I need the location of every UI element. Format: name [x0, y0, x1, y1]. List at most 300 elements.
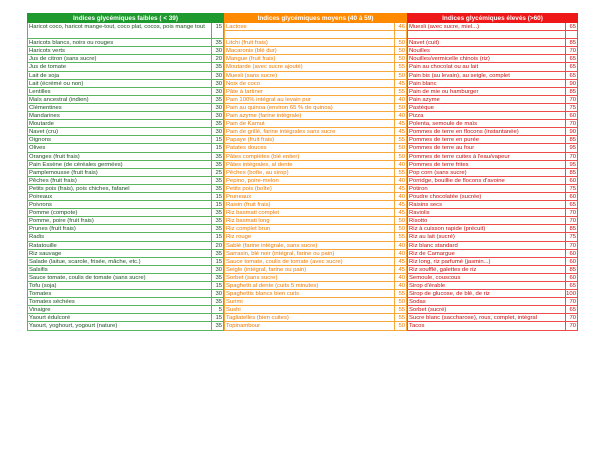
table-row — [28, 23, 223, 39]
table-row — [408, 136, 577, 144]
table-row — [225, 306, 406, 314]
food-name: Tacos — [409, 323, 425, 330]
food-name: Litchi (fruit frais) — [226, 40, 268, 47]
food-name: Pain au chocolat ou au lait — [409, 64, 479, 71]
gi-value: 70 — [565, 120, 577, 127]
gi-value: 25 — [211, 169, 223, 176]
food-name: Potiron — [409, 185, 428, 192]
gi-value: 85 — [565, 88, 577, 95]
table-row — [225, 201, 406, 209]
low-gi-rows — [27, 23, 224, 331]
food-name: Pain au quinoa (environ 65 % de quinoa) — [226, 104, 333, 111]
gi-value: 15 — [211, 233, 223, 240]
food-name: Sushi — [226, 307, 241, 314]
table-row — [225, 72, 406, 80]
food-name: Vinaigre — [29, 307, 51, 314]
gi-value: 15 — [211, 144, 223, 151]
table-row — [28, 314, 223, 322]
food-name: Oranges (fruit frais) — [29, 153, 80, 160]
food-name: Navet (cru) — [29, 129, 59, 136]
table-row — [225, 314, 406, 322]
food-name: Sauce tomate, coulis de tomate (sans sucre) — [29, 274, 146, 281]
gi-value: 15 — [211, 258, 223, 265]
gi-value: 15 — [211, 23, 223, 38]
food-name: Topinambour — [226, 323, 261, 330]
table-row — [225, 193, 406, 201]
table-row — [225, 209, 406, 217]
high-gi-rows — [407, 23, 578, 331]
table-row — [408, 209, 577, 217]
gi-value: 55 — [394, 306, 406, 313]
gi-value: 55 — [394, 136, 406, 143]
table-row — [28, 144, 223, 152]
table-row — [225, 153, 406, 161]
gi-value: 35 — [211, 209, 223, 216]
table-row — [28, 217, 223, 225]
food-name: Haricots blancs, noirs ou rouges — [29, 40, 114, 47]
gi-value: 35 — [211, 63, 223, 70]
gi-value: 35 — [211, 274, 223, 281]
table-row — [225, 322, 406, 330]
gi-value: 45 — [394, 201, 406, 208]
food-name: Pomme (compote) — [29, 210, 78, 217]
gi-value: 95 — [565, 161, 577, 168]
table-row — [408, 177, 577, 185]
gi-value: 75 — [565, 233, 577, 240]
food-name: Ratatouille — [29, 242, 57, 249]
table-row — [28, 266, 223, 274]
table-row — [408, 193, 577, 201]
table-row — [408, 250, 577, 258]
gi-value: 70 — [565, 217, 577, 224]
food-name: Mangue (fruit frais) — [226, 56, 276, 63]
food-name: Sorbet (sans sucre) — [226, 274, 278, 281]
gi-value: 15 — [211, 314, 223, 321]
gi-value: 50 — [394, 225, 406, 232]
table-row — [408, 39, 577, 47]
food-name: Surimi — [226, 299, 243, 306]
gi-value: 15 — [211, 201, 223, 208]
gi-value: 70 — [565, 209, 577, 216]
gi-value: 40 — [394, 177, 406, 184]
gi-value: 95 — [565, 144, 577, 151]
gi-value: 40 — [394, 282, 406, 289]
table-row — [408, 185, 577, 193]
gi-value: 40 — [394, 250, 406, 257]
gi-value: 85 — [565, 169, 577, 176]
gi-value: 50 — [394, 72, 406, 79]
food-name: Pastèque — [409, 104, 434, 111]
table-row — [28, 136, 223, 144]
gi-value: 65 — [565, 23, 577, 30]
table-row — [225, 298, 406, 306]
table-row — [408, 298, 577, 306]
food-name: Jus de citron (sans sucre) — [29, 56, 97, 63]
gi-value: 45 — [394, 258, 406, 265]
food-name: Riz blanc standard — [409, 242, 458, 249]
gi-value: 55 — [394, 88, 406, 95]
food-name: Raisin (fruit frais) — [226, 202, 271, 209]
table-row — [225, 233, 406, 241]
gi-value: 55 — [394, 290, 406, 297]
food-name: Noix de coco — [226, 80, 261, 87]
food-name: Risotto — [409, 218, 428, 225]
food-name: Pommes de terre cuites à l'eau/vapeur — [409, 153, 510, 160]
table-row — [225, 274, 406, 282]
food-name: Riz soufflé, galettes de riz — [409, 266, 477, 273]
gi-value: 55 — [394, 314, 406, 321]
gi-value: 40 — [394, 274, 406, 281]
gi-value: 35 — [211, 322, 223, 329]
table-row — [225, 258, 406, 266]
table-row — [408, 112, 577, 120]
table-row — [225, 242, 406, 250]
table-row — [225, 104, 406, 112]
table-row — [408, 104, 577, 112]
gi-value: 50 — [394, 217, 406, 224]
food-name: Haricot coco, haricot mange-tout, coco plat, cocos, pois mange tout — [29, 24, 205, 30]
gi-value: 70 — [565, 314, 577, 321]
food-name: Pain blanc — [409, 80, 437, 87]
gi-value: 35 — [211, 250, 223, 257]
gi-value: 85 — [565, 39, 577, 46]
gi-value: 65 — [565, 72, 577, 79]
food-name: Lentilles — [29, 88, 51, 95]
food-name: Muesli (sans sucre) — [226, 72, 278, 79]
table-row — [408, 55, 577, 63]
medium-gi-header: Indices glycémiques moyens (40 à 59) — [224, 13, 407, 23]
gi-value: 60 — [565, 258, 577, 265]
table-row — [225, 217, 406, 225]
food-name: Pepino, poire-melon — [226, 177, 279, 184]
table-row — [408, 242, 577, 250]
table-row — [28, 112, 223, 120]
food-name: Yaourt édulcoré — [29, 315, 71, 322]
gi-value: 35 — [211, 153, 223, 160]
gi-value: 85 — [565, 225, 577, 232]
gi-value: 30 — [211, 72, 223, 79]
gi-value: 65 — [565, 63, 577, 70]
high-gi-header: Indices glycémiques élevés (>60) — [407, 13, 578, 23]
table-row — [225, 112, 406, 120]
gi-value: 50 — [394, 39, 406, 46]
food-name: Prunes (fruit frais) — [29, 226, 76, 233]
table-row — [28, 242, 223, 250]
food-name: Pain azyme (farine intégrale) — [226, 113, 302, 120]
medium-gi-rows — [224, 23, 407, 331]
gi-value: 60 — [565, 177, 577, 184]
food-name: Poivrons — [29, 202, 52, 209]
gi-value: 45 — [394, 266, 406, 273]
table-row — [225, 177, 406, 185]
food-name: Lait de soja — [29, 72, 60, 79]
table-row — [225, 282, 406, 290]
food-name: Pain azyme — [409, 96, 440, 103]
gi-value: 90 — [565, 80, 577, 87]
food-name: Papaye (fruit frais) — [226, 137, 275, 144]
gi-value: 60 — [565, 112, 577, 119]
food-name: Lait (écrémé ou non) — [29, 80, 84, 87]
gi-value: 70 — [565, 153, 577, 160]
food-name: Raisins secs — [409, 202, 443, 209]
food-name: Riz de Camargue — [409, 250, 455, 257]
food-name: Spaghettis blancs bien cuits — [226, 291, 300, 298]
table-row — [408, 120, 577, 128]
food-name: Jus de tomate — [29, 64, 67, 71]
medium-gi-column — [224, 13, 407, 331]
gi-value: 30 — [211, 47, 223, 54]
table-row — [408, 201, 577, 209]
food-name: Pommes de terre en purée — [409, 137, 480, 144]
food-name: Sorbet (sucré) — [409, 307, 447, 314]
gi-value: 60 — [565, 274, 577, 281]
food-name: Riz basmati long — [226, 218, 270, 225]
food-name: Nouilles — [409, 48, 430, 55]
gi-value: 70 — [565, 322, 577, 329]
table-row — [28, 298, 223, 306]
gi-value: 75 — [565, 185, 577, 192]
table-row — [28, 169, 223, 177]
table-row — [28, 250, 223, 258]
food-name: Sodas — [409, 299, 426, 306]
table-row — [225, 88, 406, 96]
table-row — [225, 185, 406, 193]
table-row — [408, 266, 577, 274]
food-name: Pain 100% intégral au levain pur — [226, 96, 311, 103]
table-row — [408, 258, 577, 266]
table-row — [28, 306, 223, 314]
food-name: Haricots verts — [29, 48, 66, 55]
table-row — [408, 153, 577, 161]
table-row — [28, 225, 223, 233]
table-row — [28, 128, 223, 136]
food-name: Salade (laitue, scarole, frisée, mâche, etc.) — [29, 258, 141, 265]
table-row — [408, 128, 577, 136]
gi-value: 65 — [565, 55, 577, 62]
gi-value: 40 — [394, 193, 406, 200]
food-name: Seigle (intégral, farine ou pain) — [226, 266, 307, 273]
gi-value: 70 — [565, 242, 577, 249]
food-name: Pain de grillé, farine intégrales sans sucre — [226, 129, 336, 136]
table-row — [408, 322, 577, 330]
table-row — [408, 31, 577, 39]
gi-value: 20 — [211, 55, 223, 62]
gi-value: 35 — [211, 161, 223, 168]
table-row — [408, 217, 577, 225]
table-row — [225, 39, 406, 47]
food-name: Tofu (soja) — [29, 283, 57, 289]
gi-value: 50 — [394, 104, 406, 111]
food-name: Sirop d'érable — [409, 283, 446, 289]
table-row — [225, 31, 406, 39]
table-row — [225, 250, 406, 258]
table-row — [225, 144, 406, 152]
gi-value: 70 — [565, 96, 577, 103]
food-name: Pommes de terre au four — [409, 145, 475, 152]
food-name: Petits pois (frais), pois chiches, fafanel — [29, 185, 130, 192]
food-name: Riz rouge — [226, 234, 252, 241]
table-row — [28, 322, 223, 330]
food-name: Tomates séchées — [29, 299, 75, 306]
food-name: Riz à cuisson rapide (précuit) — [409, 226, 486, 233]
food-name — [408, 31, 565, 38]
food-name: Muesli (avec sucre, miel...) — [409, 24, 480, 30]
food-name: Maïs ancestral (indien) — [29, 96, 89, 103]
gi-value: 30 — [211, 128, 223, 135]
gi-value: 5 — [211, 306, 223, 313]
table-row — [225, 290, 406, 298]
table-row — [28, 55, 223, 63]
food-name: Pommes de terre en flocons (instantanée) — [409, 129, 519, 136]
table-row — [225, 169, 406, 177]
food-name: Sirop de glucose, de blé, de riz — [409, 291, 490, 298]
glycemic-index-table — [27, 13, 578, 331]
food-name: Semoule, couscous — [409, 274, 461, 281]
gi-value: 45 — [394, 128, 406, 135]
gi-value: 50 — [394, 55, 406, 62]
table-row — [225, 80, 406, 88]
table-row — [28, 63, 223, 71]
gi-value: 30 — [211, 112, 223, 119]
table-row — [28, 88, 223, 96]
gi-value: 45 — [394, 209, 406, 216]
table-row — [28, 177, 223, 185]
food-name: Pomme, poire (fruit frais) — [29, 218, 94, 225]
gi-value: 50 — [394, 153, 406, 160]
low-gi-header: Indices glycémiques faibles ( < 39) — [27, 13, 224, 23]
table-row — [408, 314, 577, 322]
table-row — [28, 80, 223, 88]
table-row — [408, 96, 577, 104]
table-row — [225, 161, 406, 169]
gi-value: 75 — [565, 104, 577, 111]
table-row — [225, 47, 406, 55]
table-row — [225, 63, 406, 71]
food-name: Porridge, bouillie de flocons d'avoine — [409, 177, 505, 184]
table-row — [28, 290, 223, 298]
gi-value: 35 — [211, 298, 223, 305]
gi-value: 65 — [565, 282, 577, 289]
gi-value: 85 — [565, 136, 577, 143]
gi-value: 45 — [394, 120, 406, 127]
gi-value — [565, 31, 577, 38]
gi-value: 45 — [394, 80, 406, 87]
food-name: Riz basmati complet — [226, 210, 280, 217]
food-name: Raviolis — [409, 210, 430, 217]
food-name: Pommes de terre frites — [409, 161, 469, 168]
gi-value: 55 — [394, 63, 406, 70]
gi-value: 60 — [565, 250, 577, 257]
food-name: Petits pois (boîte) — [226, 185, 272, 192]
gi-value: 40 — [394, 161, 406, 168]
food-name: Pâtes complètes (blé entier) — [226, 153, 300, 160]
table-row — [28, 39, 223, 47]
gi-value: 30 — [211, 290, 223, 297]
gi-value: 15 — [211, 136, 223, 143]
food-name: Olives — [29, 145, 46, 152]
gi-value: 35 — [211, 217, 223, 224]
gi-value: 15 — [211, 193, 223, 200]
table-row — [408, 47, 577, 55]
food-name: Sauce tomate, coulis de tomate (avec sucre) — [226, 258, 343, 265]
table-row — [408, 169, 577, 177]
table-row — [28, 201, 223, 209]
gi-value: 60 — [565, 193, 577, 200]
table-row — [28, 274, 223, 282]
gi-value: 100 — [566, 291, 576, 298]
food-name: Pizza — [409, 113, 424, 120]
food-name: Salsifis — [29, 266, 48, 273]
food-name: Riz complet brun — [226, 226, 271, 233]
table-row — [408, 161, 577, 169]
gi-value: 35 — [211, 225, 223, 232]
food-name: Moutarde (avec sucre ajouté) — [226, 64, 303, 71]
gi-value: 70 — [565, 47, 577, 54]
table-row — [28, 72, 223, 80]
food-name: Sablé (farine intégrale, sans sucre) — [226, 242, 318, 249]
gi-value: 30 — [211, 88, 223, 95]
table-row — [225, 128, 406, 136]
gi-value: 20 — [211, 242, 223, 249]
table-row — [28, 120, 223, 128]
table-row — [28, 258, 223, 266]
food-name: Tagliatelles (bien cuites) — [226, 315, 289, 322]
gi-value: 55 — [394, 233, 406, 240]
table-row — [408, 63, 577, 71]
food-name: Pêches (fruit frais) — [29, 177, 77, 184]
food-name: Pain de mie ou hamburger — [409, 88, 479, 95]
food-name: Oignons — [29, 137, 51, 144]
gi-value: 40 — [394, 242, 406, 249]
food-name: Navet (cuit) — [409, 40, 440, 47]
gi-value: 30 — [211, 266, 223, 273]
table-row — [28, 185, 223, 193]
food-name: Pêches (boîte, au sirop) — [226, 169, 289, 176]
food-name: Clémentines — [29, 104, 62, 111]
gi-value: 50 — [394, 298, 406, 305]
table-row — [28, 193, 223, 201]
gi-value: 35 — [211, 96, 223, 103]
gi-value: 35 — [211, 39, 223, 46]
table-row — [408, 306, 577, 314]
gi-value: 30 — [211, 80, 223, 87]
food-name: Pâtes intégrales, al dente — [226, 161, 293, 168]
table-row — [408, 225, 577, 233]
food-name: Radis — [29, 234, 45, 241]
table-row — [408, 72, 577, 80]
table-row — [408, 88, 577, 96]
gi-value: 35 — [211, 120, 223, 127]
gi-value: 65 — [565, 201, 577, 208]
gi-value: 50 — [394, 47, 406, 54]
table-row — [28, 282, 223, 290]
food-name: Riz long, riz parfumé (jasmin...) — [409, 258, 491, 265]
table-row — [225, 55, 406, 63]
food-name: Moutarde — [29, 121, 54, 128]
gi-value: 70 — [565, 298, 577, 305]
food-name: Patates douces — [226, 145, 267, 152]
food-name: Sucre blanc (saccharose), roux, complet, intégral — [409, 315, 538, 322]
gi-value: 35 — [211, 177, 223, 184]
table-row — [408, 144, 577, 152]
gi-value — [394, 31, 406, 38]
table-row — [28, 96, 223, 104]
food-name: Riz au lait (sucré) — [409, 234, 455, 241]
food-name: Macaronis (blé dur) — [226, 48, 277, 55]
table-row — [408, 290, 577, 298]
table-row — [408, 23, 577, 31]
table-row — [408, 274, 577, 282]
